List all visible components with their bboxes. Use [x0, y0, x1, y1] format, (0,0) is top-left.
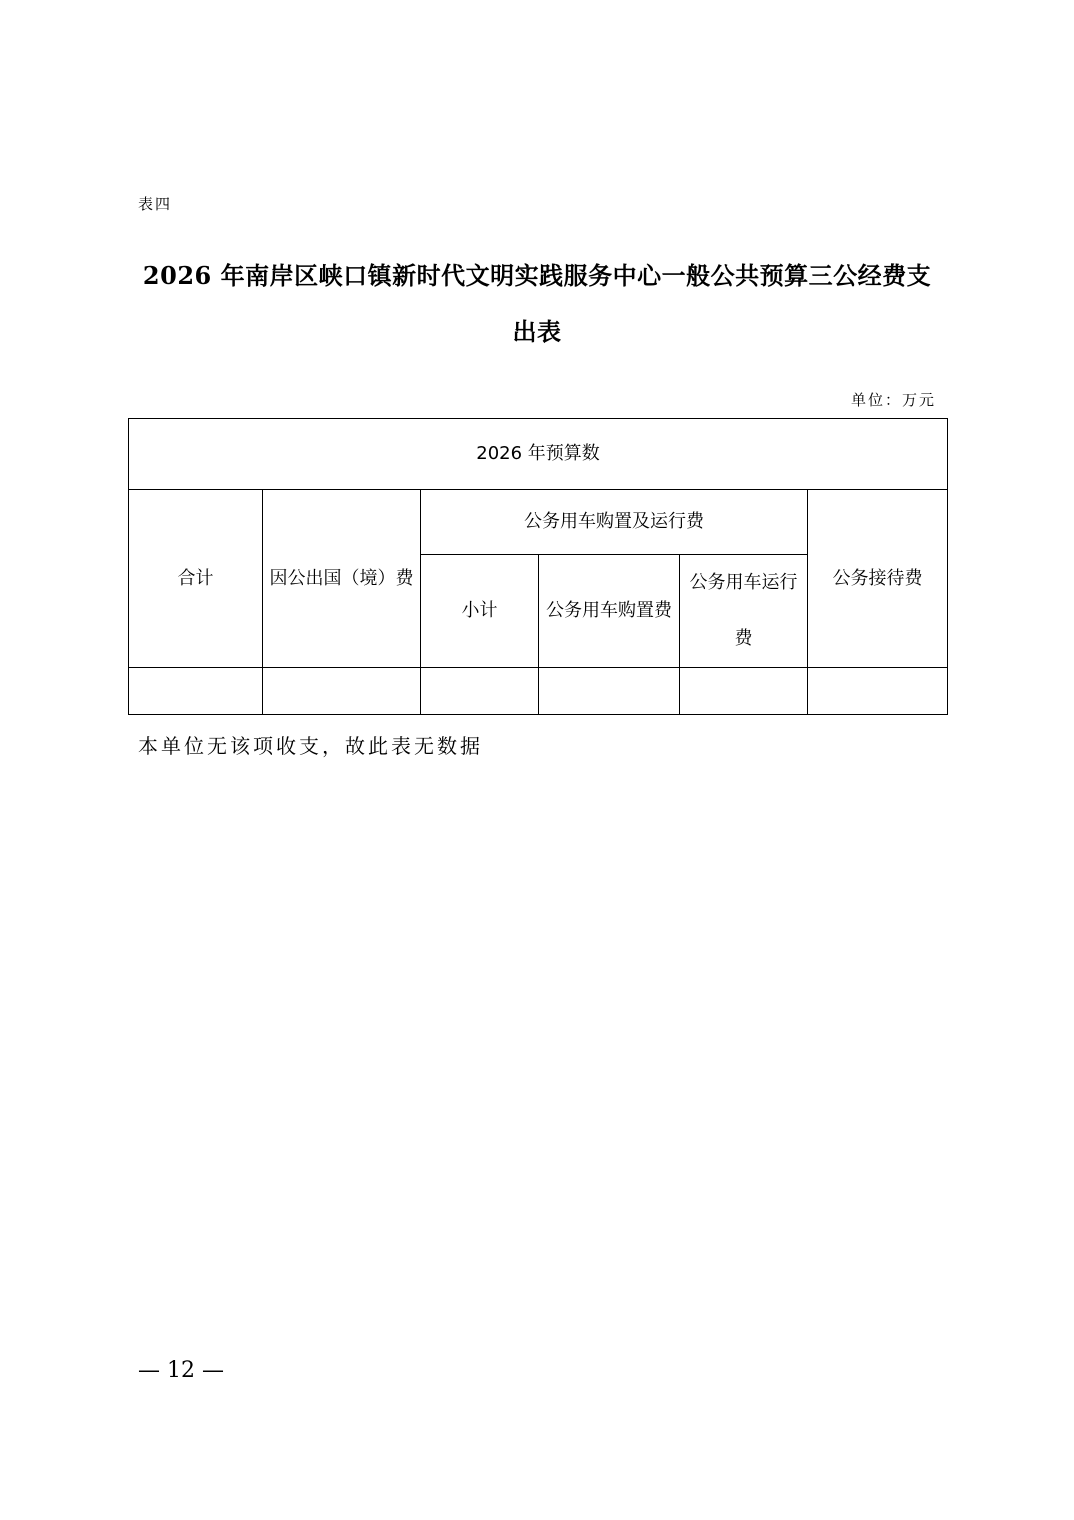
page-number: — 12 — [138, 1358, 224, 1383]
table-cell [808, 668, 948, 715]
table-cell [680, 668, 808, 715]
table-row [129, 668, 948, 715]
table-header-row [129, 490, 948, 555]
page-title-line-1: 2026 年南岸区峡口镇新时代文明实践服务中心一般公共预算三公经费支 [142, 261, 932, 290]
header-abroad-expense: 因公出国（境）费 [263, 490, 421, 668]
header-vehicle-purchase: 公务用车购置费 [539, 555, 680, 668]
table-label: 表四 [138, 195, 173, 213]
budget-table [128, 418, 948, 715]
table-header-row [129, 419, 948, 490]
table-cell [421, 668, 539, 715]
page-title-line-2: 出表 [512, 317, 562, 346]
header-total: 合计 [129, 490, 263, 668]
unit-label: 单位：万元 [850, 391, 936, 409]
table-cell [539, 668, 680, 715]
table-cell [129, 668, 263, 715]
header-vehicle-group: 公务用车购置及运行费 [421, 490, 808, 555]
no-data-note: 本单位无该项收支，故此表无数据 [138, 734, 483, 758]
header-reception-expense: 公务接待费 [808, 490, 948, 668]
header-vehicle-operation: 公务用车运行费 [680, 555, 808, 668]
table-cell [263, 668, 421, 715]
header-budget-year: 2026 年预算数 [129, 419, 948, 490]
header-subtotal: 小计 [421, 555, 539, 668]
